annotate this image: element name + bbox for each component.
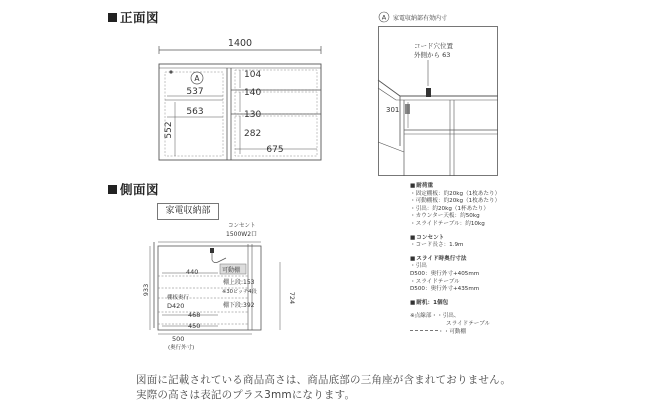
dim-450: 450 xyxy=(188,322,201,330)
dim-140: 140 xyxy=(244,88,262,98)
detail-title-text: 家電収納部有効内寸 xyxy=(393,15,448,22)
spec-slide-drawer: ・引出 xyxy=(410,263,427,270)
dim-104: 104 xyxy=(244,70,262,80)
legend-dash-icon xyxy=(410,330,438,331)
cord-position-label: コード穴位置 xyxy=(414,42,453,50)
spec-load-slide-table: ・スライドテーブル：約10kg xyxy=(410,220,485,227)
dim-933: 933 xyxy=(142,283,150,297)
dim-675: 675 xyxy=(266,145,284,155)
spec-load-counter: ・カウンター天板：約50kg xyxy=(410,213,480,220)
legend-slide-table: スライドテーブル xyxy=(446,320,491,327)
label-a-text: A xyxy=(194,74,200,83)
shelf-top-label: 棚上段:153 xyxy=(223,279,255,286)
cord-offset-label: 外側から 63 xyxy=(414,51,451,59)
square-bullet-icon xyxy=(108,13,117,22)
spec-list xyxy=(410,183,500,336)
dim-500: 500 xyxy=(172,335,185,343)
spec-slide-drawer-depth: D500：奥行外寸+405mm xyxy=(410,270,480,277)
side-view-title xyxy=(108,180,159,198)
movable-shelf-label: 可動棚 xyxy=(222,267,241,274)
cord-hole xyxy=(426,88,431,97)
dim-282: 282 xyxy=(244,129,262,139)
spec-slide-heading: ■ スライド時奥行寸法 xyxy=(410,256,500,264)
dim-130: 130 xyxy=(244,110,262,120)
front-view-drawing xyxy=(155,30,335,165)
detail-title-row xyxy=(378,10,488,25)
legend-movable-shelf: ・・可動棚 xyxy=(438,328,466,335)
footnote xyxy=(136,373,511,403)
appliance-storage-label: 家電収納部 xyxy=(165,206,211,216)
dim-468: 468 xyxy=(188,311,201,319)
spec-package-heading: ■ 耐机：1個包 xyxy=(410,300,500,308)
detail-drawing xyxy=(378,26,498,176)
dim-552: 552 xyxy=(164,121,174,139)
spec-outlet-heading: ■ コンセント xyxy=(410,235,500,243)
shelf-depth-value: D420 xyxy=(167,302,185,310)
spec-load-heading: ■ 耐荷重 xyxy=(410,183,500,191)
depth-outside-label: (奥行外寸) xyxy=(168,345,195,351)
dim-301: 301 xyxy=(386,106,400,114)
spec-outlet-cord: ・コード長さ：1.9m xyxy=(410,242,464,249)
dim-724: 724 xyxy=(288,291,296,305)
side-view-title-text: 側面図 xyxy=(120,182,160,197)
cord-hole-marker xyxy=(169,70,172,73)
footnote-line-1: 図面に記載されている商品高さは、商品底部の三角座が含まれておりません。 xyxy=(136,374,512,386)
spec-slide-table: ・スライドテーブル xyxy=(410,278,460,285)
spec-load-drawer: ・引出：約20kg（1杯あたり） xyxy=(410,205,489,212)
side-view-drawing xyxy=(142,218,308,353)
dim-563: 563 xyxy=(186,107,204,117)
spec-load-movable-shelf: ・可動棚板：約20kg（1枚あたり） xyxy=(410,198,501,205)
footnote-line-2: 実際の高さは表記のプラス3mmになります。 xyxy=(136,389,356,401)
outlet-label: コンセント xyxy=(228,223,256,229)
shelf-depth-label: 棚板奥行 xyxy=(167,295,190,301)
shelf-pitch-label: ※30ピッチ4段 xyxy=(222,289,257,295)
shelf-bottom-label: 棚下段:392 xyxy=(223,302,255,309)
width-dim-label: 1400 xyxy=(227,38,253,49)
front-view-title xyxy=(108,8,159,26)
spec-load-fixed-shelf: ・固定棚板：約20kg（1枚あたり） xyxy=(410,190,501,197)
front-view-title-text: 正面図 xyxy=(120,10,160,25)
dim-440: 440 xyxy=(186,268,199,276)
dim-537: 537 xyxy=(186,87,204,97)
legend-dotted-line: ※点線部・・引出、 xyxy=(410,313,460,320)
square-bullet-icon xyxy=(108,185,117,194)
outlet-spec: 1500W2口 xyxy=(226,231,258,238)
spec-slide-table-depth: D500：奥行外寸+435mm xyxy=(410,286,480,293)
label-a-detail-text: A xyxy=(381,13,387,22)
